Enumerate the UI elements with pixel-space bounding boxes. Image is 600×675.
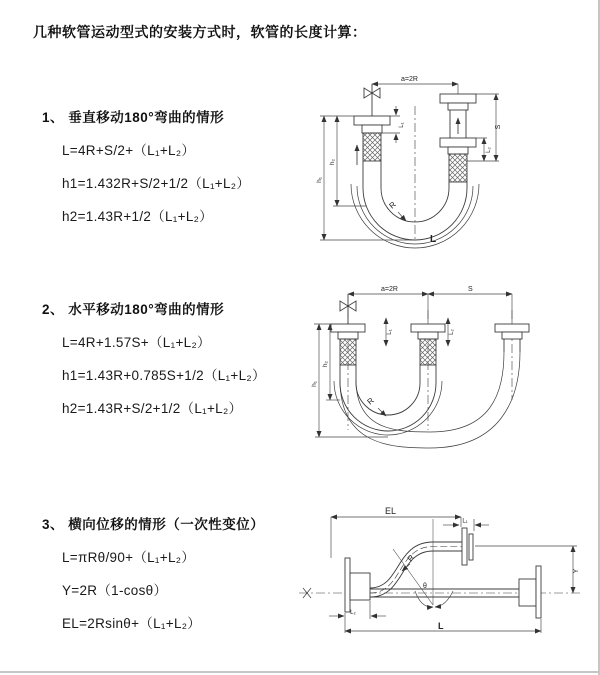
formula-l: L=4R+1.57S+（L₁+L₂） xyxy=(62,335,211,350)
formula-h1: h1=1.43R+0.785S+1/2（L₁+L₂） xyxy=(62,368,266,383)
formula-l: L=4R+S/2+（L₁+L₂） xyxy=(62,143,196,158)
formula-h2: h2=1.43R+S/2+1/2（L₁+L₂） xyxy=(62,401,243,416)
dim-label-h2: h₂ xyxy=(329,158,336,166)
left-flange xyxy=(345,558,370,612)
dim-label-s: S xyxy=(495,124,502,130)
section-horizontal-movement xyxy=(42,298,266,430)
radius-label: R xyxy=(387,199,398,211)
dim-label-l2: L₂ xyxy=(350,610,356,616)
hose-u-curves xyxy=(334,352,520,448)
diagram-horizontal-180-bend xyxy=(300,280,585,455)
dim-label-l1: L₁ xyxy=(399,122,405,128)
left-pipe xyxy=(354,116,390,188)
dim-label-l2: L₂ xyxy=(486,147,492,153)
diagram1-drawing xyxy=(351,84,479,248)
right-flange-lower xyxy=(519,566,541,618)
formula-h1: h1=1.432R+S/2+1/2（L₁+L₂） xyxy=(62,176,251,191)
dim-label-s: S xyxy=(468,286,473,293)
diagram3-drawing xyxy=(299,528,583,618)
dim-label-a2r: a=2R xyxy=(401,76,418,83)
dim-label-h2: h₂ xyxy=(322,360,329,368)
upper-flange-displaced xyxy=(462,528,473,565)
dim-label-l: L xyxy=(438,621,444,631)
diagram2-drawing xyxy=(331,294,529,448)
section-2-heading: 2、 水平移动180°弯曲的情形 xyxy=(42,302,225,317)
dim-label-l2: L₂ xyxy=(449,329,455,335)
diagram1-dimensions xyxy=(320,84,499,240)
section-3-heading: 3、 横向位移的情形（一次性变位） xyxy=(42,517,265,532)
dim-label-l: L xyxy=(430,234,437,245)
valve-icon xyxy=(340,294,356,324)
dim-label-a2r: a=2R xyxy=(381,286,398,293)
dim-label-l1: L₁ xyxy=(462,518,468,525)
page-edge-bottom xyxy=(0,671,600,673)
radius-label: R xyxy=(365,395,376,407)
page-title: 几种软管运动型式的安装方式时，软管的长度计算： xyxy=(33,24,367,40)
formula-y: Y=2R（1-cosθ） xyxy=(62,583,168,598)
dim-label-h1: h₁ xyxy=(316,177,323,183)
formula-l: L=πRθ/90+（L₁+L₂） xyxy=(62,550,196,565)
valve-icon xyxy=(364,84,380,116)
section-lateral-displacement xyxy=(42,513,264,645)
diagram-lateral-displacement xyxy=(293,503,593,653)
formula-el: EL=2Rsinθ+（L₁+L₂） xyxy=(62,616,202,631)
dim-label-y: Y xyxy=(573,568,580,574)
dim-label-h1: h₁ xyxy=(311,381,318,387)
right-pipe xyxy=(440,94,476,188)
dim-label-l1: L₁ xyxy=(387,329,393,335)
angle-label: θ xyxy=(423,583,427,590)
formula-h2: h2=1.43R+1/2（L₁+L₂） xyxy=(62,209,213,224)
diagram-vertical-180-bend xyxy=(300,70,570,255)
radius-label: R xyxy=(405,553,417,564)
section-1-heading: 1、 垂直移动180°弯曲的情形 xyxy=(42,110,225,125)
section-vertical-movement xyxy=(42,106,250,238)
dim-label-el: EL xyxy=(385,506,397,516)
